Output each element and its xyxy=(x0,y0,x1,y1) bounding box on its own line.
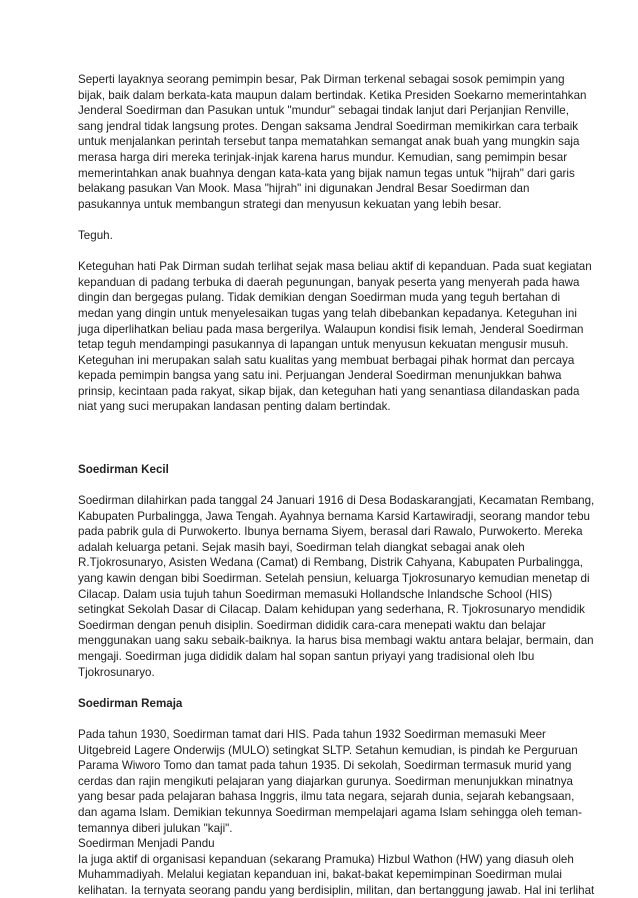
text-line: memerintahkan anak buahnya dengan kata-kata yang bijak namun tegas untuk "hijrah" dari garis xyxy=(78,166,575,180)
text-line: juga diperlihatkan beliau pada masa bergerilya. Walaupun kondisi fisik lemah, Jenderal Soedirman xyxy=(78,322,584,336)
text-line: untuk menjalankan perintah tersebut tanpa mematahkan semangat anak buah yang mungkin saja xyxy=(78,135,580,149)
section-heading-remaja: Soedirman Remaja xyxy=(78,696,183,710)
text-line: tetap teguh mendampingi pasukannya di lapangan untuk menyusun kekuatan mengusir musuh. xyxy=(78,338,569,352)
text-line: Soedirman Menjadi Pandu xyxy=(78,837,215,851)
paragraph-teguh-label xyxy=(78,228,578,244)
text-line: Muhammadiyah. Melalui kegiatan kepanduan ini, bakat-bakat kepemimpinan Soedirman mulai xyxy=(78,868,562,882)
text-line: kepada pemimpin bangsa yang satu ini. Perjuangan Jenderal Soedirman menunjukkan bahwa xyxy=(78,369,562,383)
text-line: medan yang dingin untuk menyelesaikan tugas yang telah dibebankan kepadanya. Keteguhan ini xyxy=(78,306,577,320)
text-line: Soedirman dilahirkan pada tanggal 24 Januari 1916 di Desa Bodaskarangjati, Kecamatan Rembang, xyxy=(78,494,595,508)
paragraph-steadfastness xyxy=(78,259,592,415)
text-line: niat yang suci merupakan landasan penting dalam bertindak. xyxy=(78,400,391,414)
section-spacer xyxy=(78,446,578,462)
text-line: dingin dan bergegas pulang. Tidak demikian dengan Soedirman muda yang teguh bertahan di xyxy=(78,291,561,305)
text-line: Ia juga aktif di organisasi kepanduan (sekarang Pramuka) Hizbul Wathon (HW) yang diasuh oleh xyxy=(78,852,574,866)
text-line: sang jendral tidak langsung protes. Dengan saksama Jendral Soedirman memikirkan cara terbaik xyxy=(78,119,579,133)
text-line: Pada tahun 1930, Soedirman tamat dari HIS. Pada tahun 1932 Soedirman memasuki Meer xyxy=(78,727,546,741)
text-line: pasukannya untuk membangun strategi dan menyusun kekuatan yang lebih besar. xyxy=(78,197,502,211)
text-line: Tjokrosunaryo. xyxy=(78,665,155,679)
text-line: kelihatan. Ia ternyata seorang pandu yang berdisiplin, militan, dan bertanggung jawab. Hal ini terlihat xyxy=(78,883,595,897)
text-line: Keteguhan ini merupakan salah satu kualitas yang membuat berbagai pihak hormat dan percaya xyxy=(78,353,575,367)
text-line: Uitgebreid Lagere Onderwijs (MULO) setingkat SLTP. Setahun kemudian, is pindah ke Perguruan xyxy=(78,743,578,757)
text-line: Teguh. xyxy=(78,228,113,242)
paragraph-spacer xyxy=(78,244,578,260)
text-line: Soedirman dengan penuh disiplin. Soedirman dididik cara-cara menepati waktu dan belajar xyxy=(78,618,546,632)
text-line: prinsip, kecintaan pada rakyat, sikap bijak, dan keteguhan hati yang senantiasa dilandaskan pada xyxy=(78,384,580,398)
text-line: kepanduan di padang terbuka di daerah pegunungan, banyak peserta yang menyerah pada hawa xyxy=(78,275,580,289)
text-line: Cilacap. Dalam usia tujuh tahun Soedirman memasuki Hollandsche Inlandsche School (HIS) xyxy=(78,587,553,601)
text-line: Jenderal Soedirman dan Pasukan untuk "mundur" sebagai tindak lanjut dari Perjanjian Renville, xyxy=(78,104,569,118)
text-line: yang besar pada pelajaran bahasa Inggris, ilmu tata negara, sejarah dunia, sejarah kebangsaan, xyxy=(78,790,575,804)
text-line: Kabupaten Purbalingga, Jawa Tengah. Ayahnya bernama Karsid Kartawiradji, seorang mandor tebu xyxy=(78,509,590,523)
text-line: dan agama Islam. Demikian tekunnya Soedirman mempelajari agama Islam sehingga oleh teman- xyxy=(78,805,582,819)
paragraph-spacer xyxy=(78,711,578,727)
section-heading-kecil: Soedirman Kecil xyxy=(78,462,169,476)
paragraph-spacer xyxy=(78,680,578,696)
paragraph-spacer xyxy=(78,212,578,228)
text-line: adalah keluarga petani. Sejak masih bayi, Soedirman telah diangkat sebagai anak oleh xyxy=(78,540,525,554)
text-line: merasa harga diri mereka terinjak-injak karena harus mundur. Kemudian, sang pemimpin besar xyxy=(78,150,568,164)
text-line: yang kawin dengan bibi Soedirman. Setelah pensiun, keluarga Tjokrosunaryo kemudian menetap di xyxy=(78,572,590,585)
text-line: temannya diberi julukan "kaji". xyxy=(78,821,233,835)
text-line: Parama Wiworo Tomo dan tamat pada tahun 1935. Di sekolah, Soedirman termasuk murid yang xyxy=(78,759,572,773)
text-line: belakang pasukan Van Mook. Masa "hijrah" ini digunakan Jendral Besar Soedirman dan xyxy=(78,182,530,196)
text-line: R.Tjokrosunaryo, Asisten Wedana (Camat) di Rembang, Distrik Cahyana, Kabupaten Purbalingga, xyxy=(78,556,584,570)
text-line: pada pabrik gula di Purwokerto. Ibunya bernama Siyem, berasal dari Rawalo, Purwokerto. Mereka xyxy=(78,525,583,539)
text-line: cerdas dan rajin mengikuti pelajaran yang diajarkan gurunya. Soedirman menunjukkan minatnya xyxy=(78,774,573,788)
section-spacer xyxy=(78,415,578,446)
text-line: Seperti layaknya seorang pemimpin besar, Pak Dirman terkenal sebagai sosok pemimpin yang xyxy=(78,73,565,86)
text-line: bijak, baik dalam berkata-kata maupun dalam bertindak. Ketika Presiden Soekarno memerintahkan xyxy=(78,88,587,102)
text-line: setingkat Sekolah Dasar di Cilacap. Dalam kehidupan yang sederhana, R. Tjokrosunaryo mendidik xyxy=(78,603,585,617)
paragraph-spacer xyxy=(78,477,578,493)
paragraph-childhood xyxy=(78,493,595,680)
document-body xyxy=(78,72,595,898)
paragraph-youth xyxy=(78,727,595,898)
text-line: mengaji. Soedirman juga dididik dalam hal sopan santun priyayi yang tradisional oleh Ibu xyxy=(78,649,535,663)
text-line: Keteguhan hati Pak Dirman sudah terlihat sejak masa beliau aktif di kepanduan. Pada suat kegiatan xyxy=(78,260,592,274)
paragraph-leadership xyxy=(78,72,587,212)
text-line: menggunakan uang saku sebaik-baiknya. Ia harus bisa membagi waktu antara belajar, bermain, dan xyxy=(78,634,594,648)
